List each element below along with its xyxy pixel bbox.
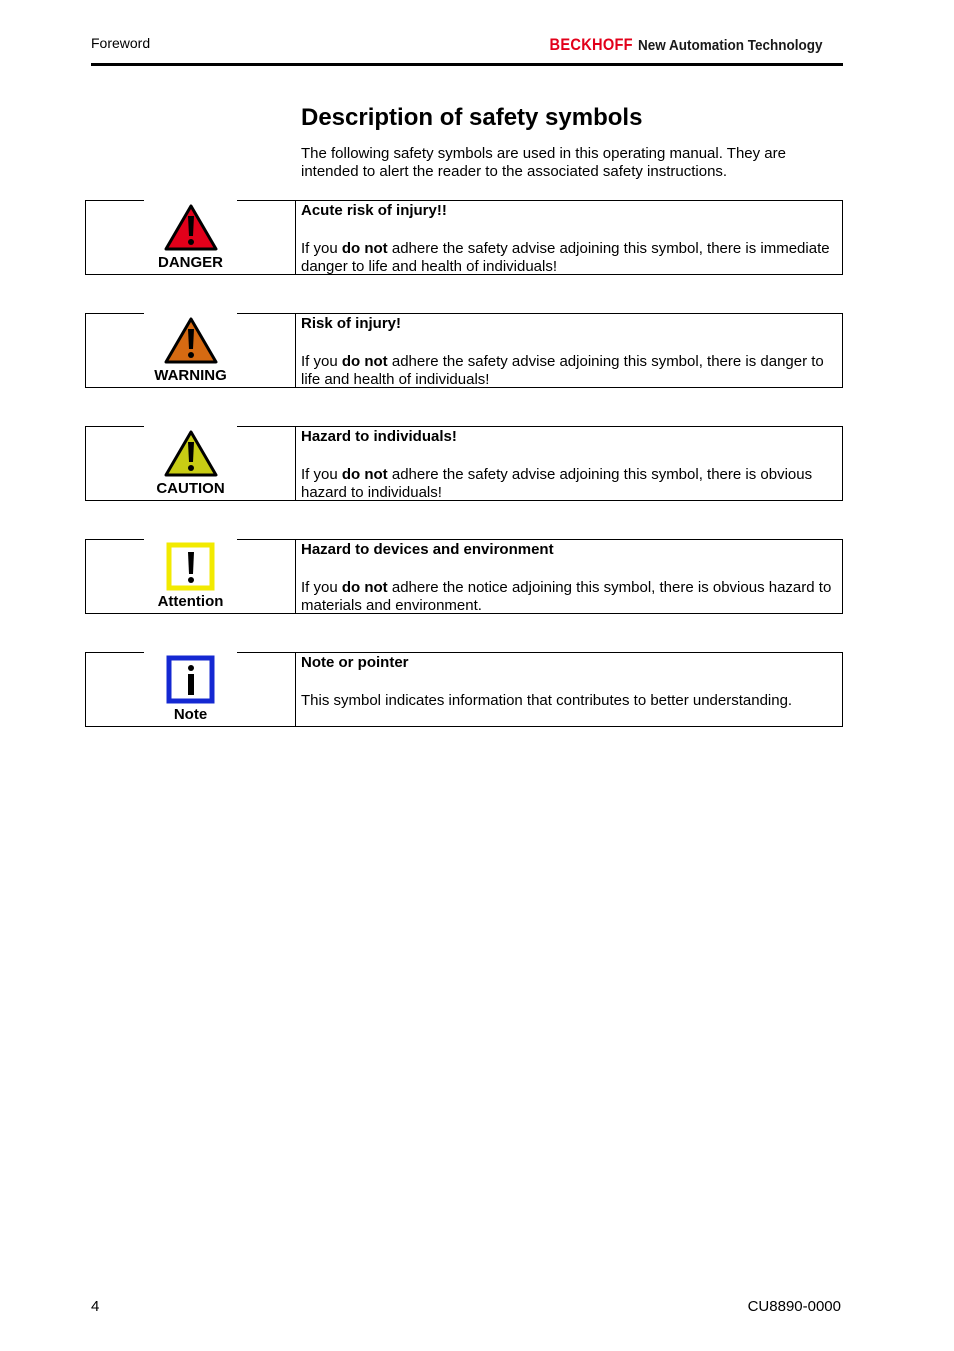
symbol-cell bbox=[86, 200, 295, 274]
danger-triangle-icon bbox=[163, 203, 219, 251]
symbol-heading: Acute risk of injury!! bbox=[301, 202, 447, 219]
symbol-body: If you do not adhere the safety advise adjoining this symbol, there is obvious hazard to individuals! bbox=[301, 466, 813, 501]
brand-logo bbox=[536, 35, 843, 55]
symbol-box-danger bbox=[85, 200, 843, 275]
symbol-body: This symbol indicates information that contributes to better understanding. bbox=[301, 692, 793, 709]
warning-triangle-icon bbox=[163, 316, 219, 364]
footer-document-id: CU8890-0000 bbox=[747, 1298, 841, 1315]
symbol-cell bbox=[86, 313, 295, 387]
attention-exclamation-icon bbox=[163, 542, 219, 592]
symbol-box-warning bbox=[85, 313, 843, 388]
symbol-description bbox=[301, 202, 837, 276]
note-info-icon bbox=[163, 655, 219, 705]
symbol-body: If you do not adhere the safety advise adjoining this symbol, there is danger to life and health of individuals! bbox=[301, 353, 824, 388]
page-header bbox=[91, 35, 843, 66]
header-section-name: Foreword bbox=[91, 35, 151, 51]
symbol-description bbox=[301, 315, 837, 389]
footer-page-number: 4 bbox=[91, 1298, 100, 1315]
symbol-label: Note bbox=[173, 706, 208, 723]
symbol-heading: Note or pointer bbox=[301, 654, 409, 671]
symbol-label: Attention bbox=[157, 593, 224, 610]
symbol-cell bbox=[86, 539, 295, 613]
symbol-heading: Hazard to individuals! bbox=[301, 428, 457, 445]
symbol-heading: Hazard to devices and environment bbox=[301, 541, 554, 558]
brand-tagline: New Automation Technology bbox=[638, 37, 823, 54]
symbol-box-attention bbox=[85, 539, 843, 614]
symbol-label: WARNING bbox=[154, 367, 227, 384]
page-title: Description of safety symbols bbox=[301, 104, 643, 131]
intro-paragraph: The following safety symbols are used in this operating manual. They are intended to alert the reader to the associated safety instructions. bbox=[301, 145, 786, 180]
symbol-heading: Risk of injury! bbox=[301, 315, 402, 332]
symbol-description bbox=[301, 654, 837, 710]
caution-triangle-icon bbox=[163, 429, 219, 477]
symbol-box-note bbox=[85, 652, 843, 727]
symbol-cell bbox=[86, 426, 295, 500]
symbol-body: If you do not adhere the safety advise adjoining this symbol, there is immediate danger to life and health of individuals! bbox=[301, 240, 830, 275]
symbol-box-caution bbox=[85, 426, 843, 501]
symbol-label: DANGER bbox=[157, 254, 223, 271]
symbol-description bbox=[301, 428, 837, 502]
symbol-cell bbox=[86, 652, 295, 726]
symbol-description bbox=[301, 541, 837, 615]
symbol-body: If you do not adhere the notice adjoining this symbol, there is obvious hazard to materials and environment. bbox=[301, 579, 832, 614]
brand-name: BECKHOFF bbox=[549, 35, 633, 54]
symbol-label: CAUTION bbox=[156, 480, 225, 497]
